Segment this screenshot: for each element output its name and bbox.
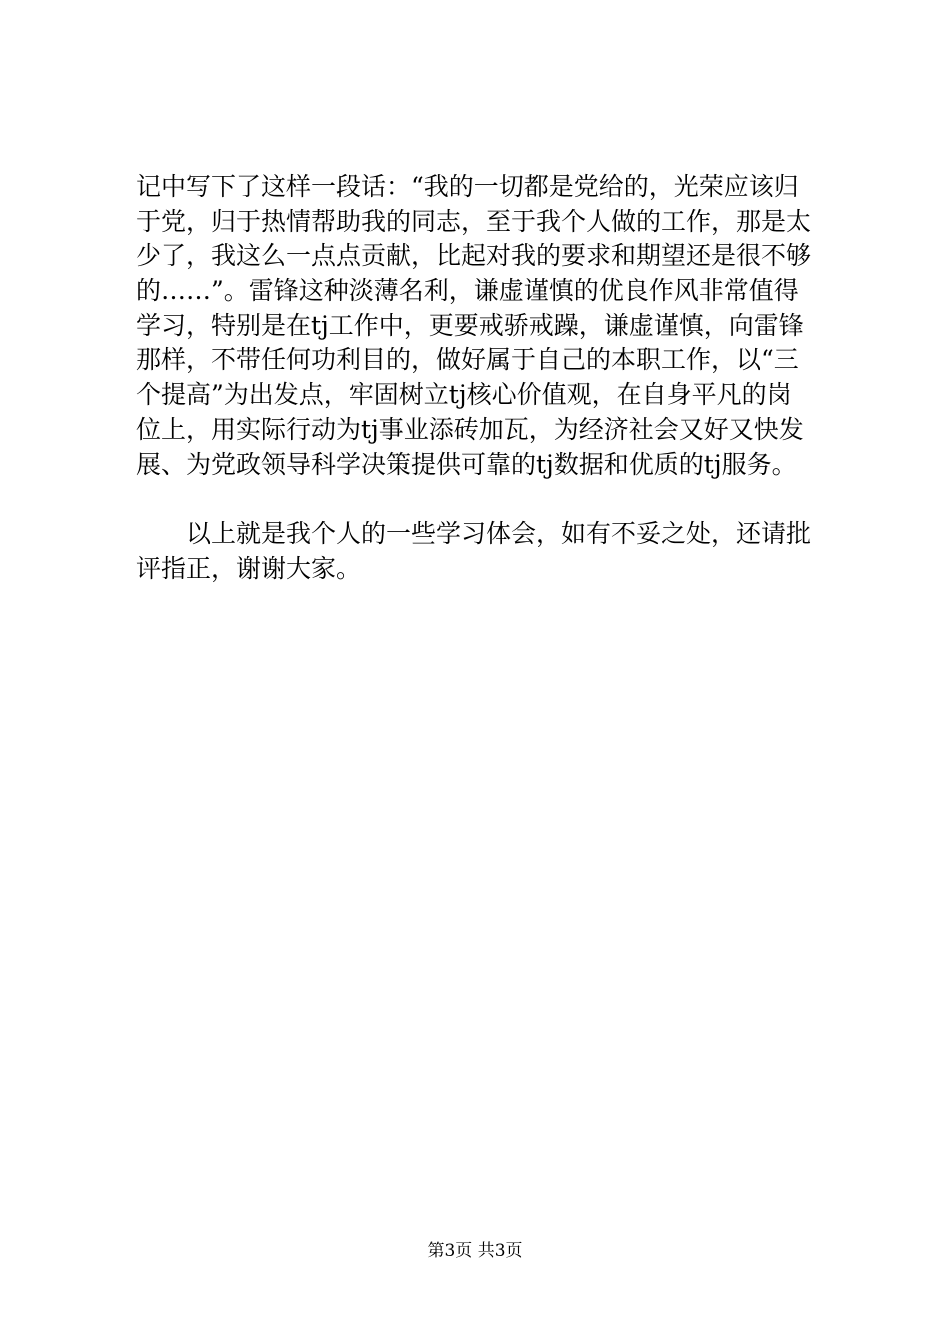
text-line: 学习，特别是在tj工作中，更要戒骄戒躁，谦虚谨慎，向雷锋 (136, 310, 804, 340)
page-number-footer: 第3页 共3页 (427, 1241, 523, 1261)
document-body (136, 170, 836, 587)
text-line: 展、为党政领导科学决策提供可靠的tj数据和优质的tj服务。 (136, 449, 797, 479)
text-line: 个提高”为出发点，牢固树立tj核心价值观，在自身平凡的岗 (136, 380, 792, 410)
paragraph-spacer (136, 482, 836, 517)
text-line: 记中写下了这样一段话：“我的一切都是党给的，光荣应该归 (136, 172, 799, 201)
text-line: 少了，我这么一点点贡献，比起对我的要求和期望还是很不够 (136, 241, 812, 271)
paragraph-1 (136, 170, 836, 482)
text-line: 的……”。雷锋这种淡薄名利，谦虚谨慎的优良作风非常值得 (136, 276, 799, 306)
text-line: 那样，不带任何功利目的，做好属于自己的本职工作，以“三 (136, 345, 799, 375)
text-line: 于党，归于热情帮助我的同志，至于我个人做的工作，那是太 (136, 206, 812, 236)
text-line: 位上，用实际行动为tj事业添砖加瓦，为经济社会又好又快发 (136, 414, 804, 444)
paragraph-2 (136, 517, 836, 586)
text-line: 评指正，谢谢大家。 (136, 553, 362, 583)
text-line: 以上就是我个人的一些学习体会，如有不妥之处，还请批 (186, 519, 812, 549)
